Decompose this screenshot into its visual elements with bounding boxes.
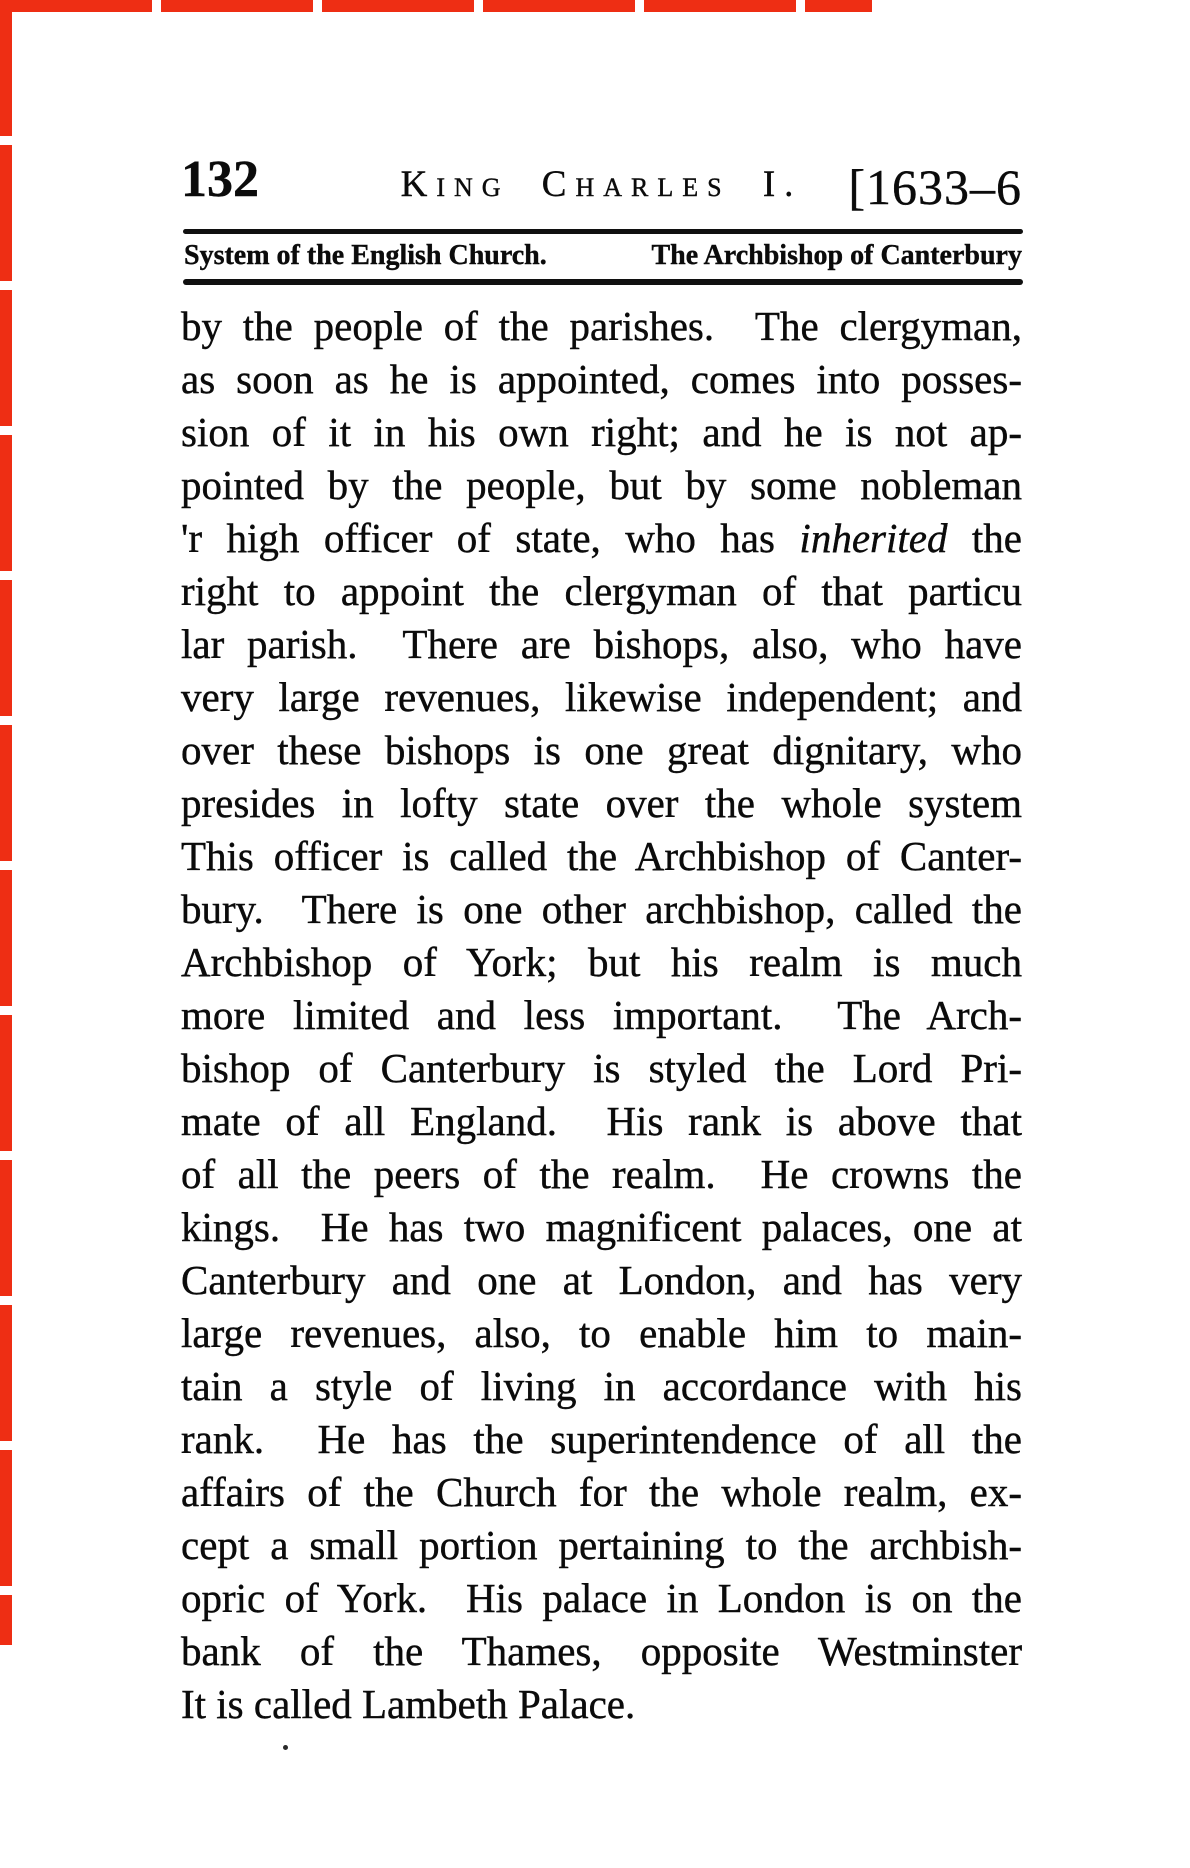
text-line: over these bishops is one great dignitary, who [181, 727, 1022, 773]
text-segment: the [947, 515, 1022, 561]
text-line: bury. There is one other archbishop, called the [181, 886, 1022, 932]
section-header-row [184, 239, 1022, 273]
header-rule-top [183, 229, 1023, 234]
ink-speck-artifact [283, 1745, 288, 1750]
scan-edge-mark-top [0, 0, 872, 12]
text-line: sion of it in his own right; and he is not ap- [181, 409, 1022, 455]
text-line: very large revenues, likewise independent; and [181, 674, 1022, 720]
header-year-range: [1633–6 [848, 159, 1022, 215]
text-line: kings. He has two magnificent palaces, one at [181, 1204, 1022, 1250]
text-line: pointed by the people, but by some nobleman [181, 462, 1022, 508]
text-line: bishop of Canterbury is styled the Lord Pri- [181, 1045, 1022, 1091]
header-rule-bottom [183, 279, 1023, 285]
text-line: affairs of the Church for the whole realm, ex- [181, 1469, 1022, 1515]
text-line: mate of all England. His rank is above that [181, 1098, 1022, 1144]
text-line: presides in lofty state over the whole system [181, 780, 1022, 826]
text-segment: 'r high officer of state, who has [181, 515, 800, 561]
text-line: of all the peers of the realm. He crowns the [181, 1151, 1022, 1197]
text-line: by the people of the parishes. The clergyman, [181, 303, 1022, 349]
section-header-left: System of the English Church. [184, 240, 547, 271]
section-header-right: The Archbishop of Canterbury [651, 240, 1022, 271]
text-line: Canterbury and one at London, and has very [181, 1257, 1022, 1303]
text-line: Archbishop of York; but his realm is much [181, 939, 1022, 985]
page-number: 132 [181, 151, 259, 208]
text-line: rank. He has the superintendence of all the [181, 1416, 1022, 1462]
text-line: large revenues, also, to enable him to main- [181, 1310, 1022, 1356]
text-line: as soon as he is appointed, comes into posses- [181, 356, 1022, 402]
text-line: lar parish. There are bishops, also, who have [181, 621, 1022, 667]
text-line: cept a small portion pertaining to the archbish- [181, 1522, 1022, 1568]
italic-word: inherited [799, 515, 948, 561]
page-header [181, 151, 1022, 215]
text-line: tain a style of living in accordance with his [181, 1363, 1022, 1409]
body-text [181, 300, 1022, 1731]
text-line: This officer is called the Archbishop of Canter- [181, 833, 1022, 879]
text-line: opric of York. His palace in London is on the [181, 1575, 1022, 1621]
text-line: It is called Lambeth Palace. [181, 1681, 636, 1727]
text-line [181, 512, 1022, 565]
running-title: King Charles I. [400, 164, 803, 205]
scan-edge-mark-left [0, 0, 12, 1645]
text-line: right to appoint the clergyman of that particu [181, 568, 1022, 614]
text-line: bank of the Thames, opposite Westminster [181, 1628, 1022, 1674]
text-line: more limited and less important. The Arch- [181, 992, 1022, 1038]
